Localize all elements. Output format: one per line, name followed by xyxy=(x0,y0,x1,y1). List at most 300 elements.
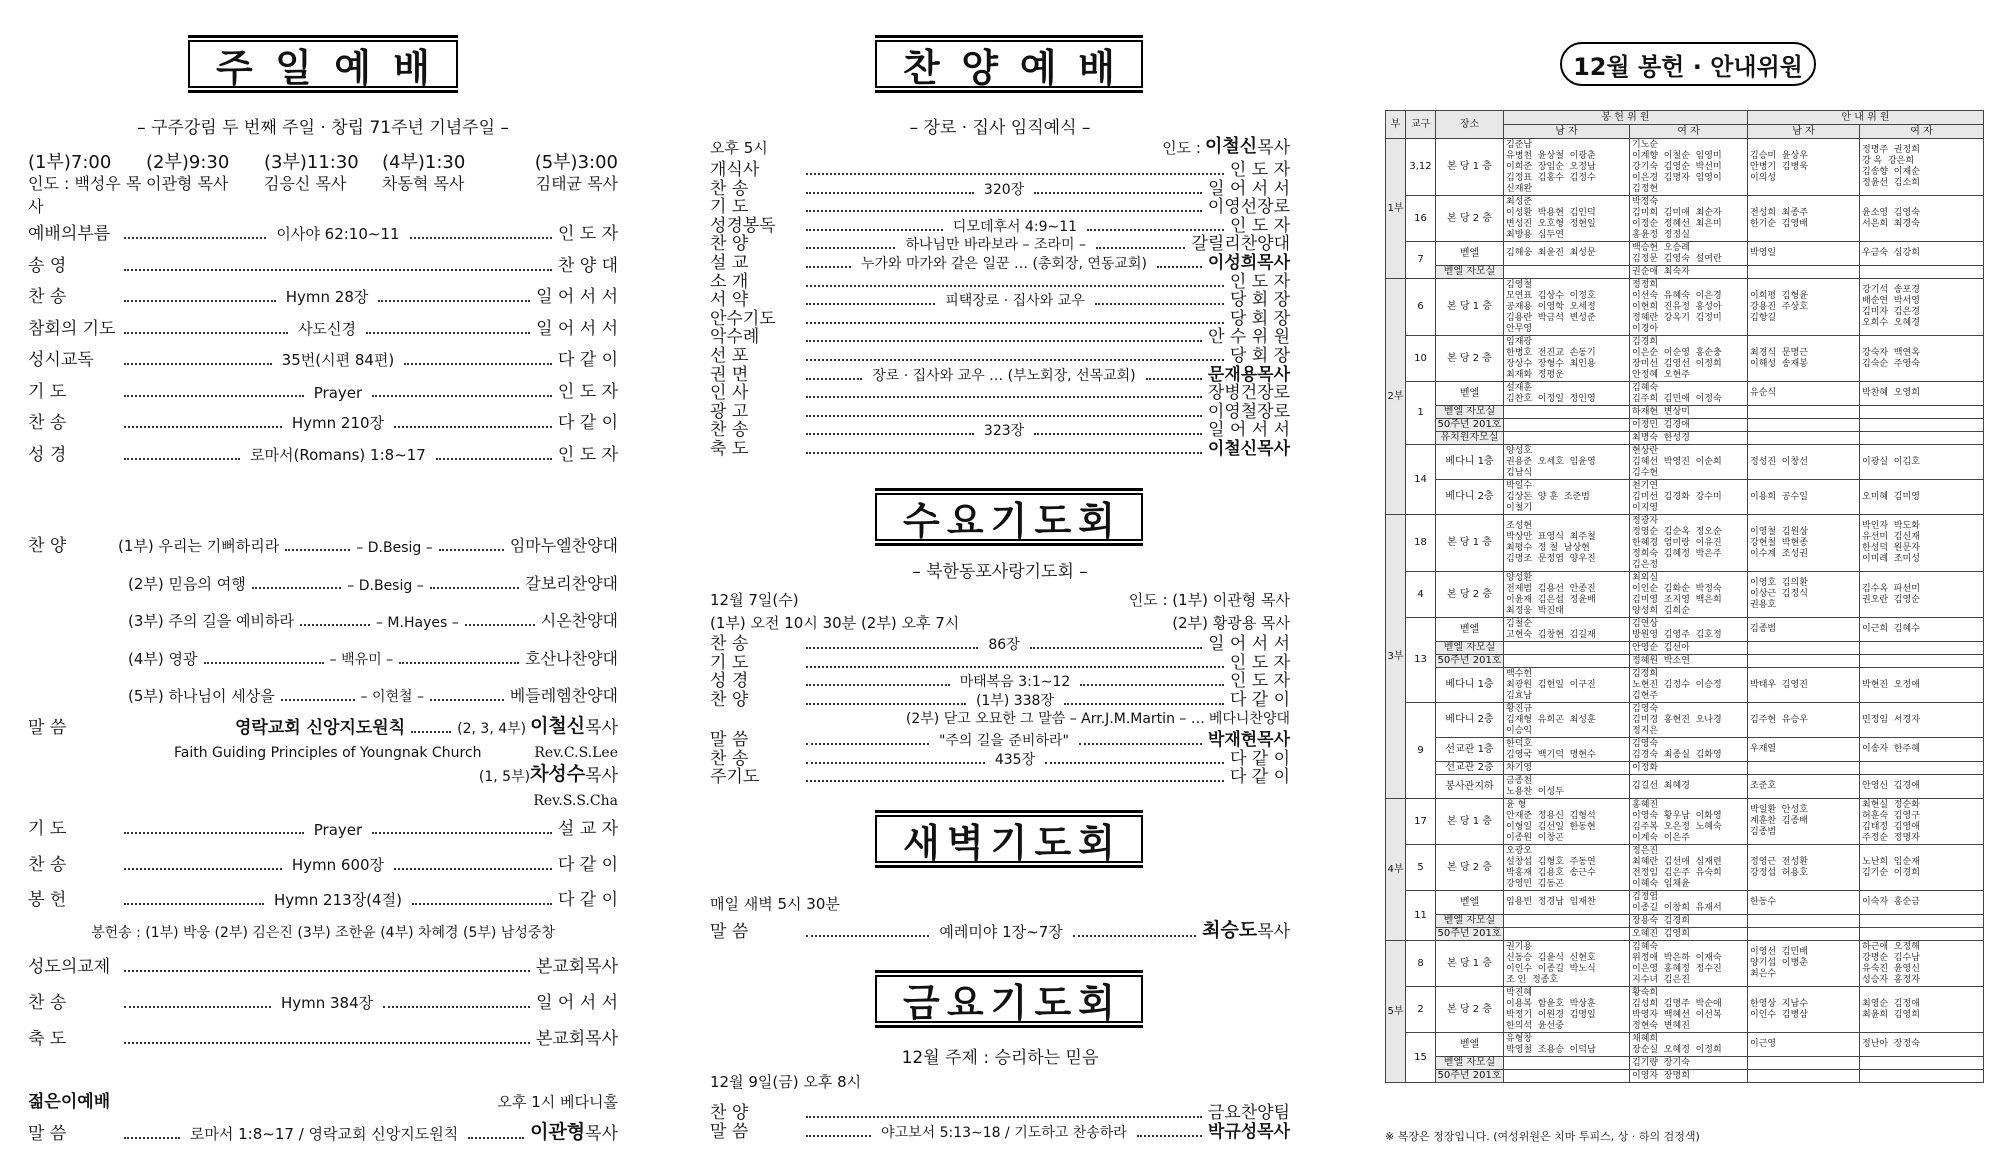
title-char: 예 xyxy=(1019,45,1057,90)
usher-male-names: 전성희 최종주 한기순 김영배 xyxy=(1748,196,1860,242)
header-male: 남 자 xyxy=(1504,125,1630,139)
service-leader: 이관형 목사 xyxy=(146,174,229,193)
order-label: 성도의교제 xyxy=(28,957,111,977)
anthem-row xyxy=(28,534,618,556)
usher-female-names: 박찬혜 오영희 xyxy=(1860,382,1984,406)
order-label: 주기도 xyxy=(710,767,760,788)
duty-district: 18 xyxy=(1406,515,1436,572)
usher-male-names xyxy=(1748,419,1860,432)
order-label: 찬 송 xyxy=(28,993,67,1013)
youth-service-time: 오후 1시 베다니홀 xyxy=(497,1093,618,1111)
header-district: 교구 xyxy=(1406,111,1436,139)
duty-place: 본 당 1 층 xyxy=(1436,799,1504,845)
dot-leader xyxy=(430,699,504,701)
usher-female-names: 김수옥 파선미 권오란 김영순 xyxy=(1860,572,1984,618)
order-row xyxy=(28,853,618,875)
dot-leader xyxy=(124,269,552,271)
dot-leader xyxy=(806,780,1224,782)
order-label: 예배의부름 xyxy=(28,224,111,244)
order-label: 찬 양 xyxy=(710,689,749,710)
anthem-title: (3부) 주의 길을 예비하라 xyxy=(128,612,294,630)
offering-male-names: 양성환 전제범 김용선 안종진 이윤재 김은섭 정윤배 최정웅 박진태 xyxy=(1504,572,1630,618)
youth-sermon-row xyxy=(28,1122,618,1144)
duty-place: 50주년 201호 xyxy=(1436,1070,1504,1083)
duty-place: 선교관 2층 xyxy=(1436,762,1504,775)
dot-leader xyxy=(1157,266,1202,268)
duty-district: 3,12 xyxy=(1406,139,1436,196)
duty-row xyxy=(1386,406,1984,419)
order-label: 기 도 xyxy=(710,197,749,218)
offering-male-names xyxy=(1504,406,1630,419)
offering-male-names: 권기용 신동승 김윤식 신현호 이인수 이종길 박노식 조 인 정종호 xyxy=(1504,941,1630,987)
duty-district: 8 xyxy=(1406,941,1436,987)
dot-leader xyxy=(399,662,519,664)
order-role: 이영선장로 xyxy=(1207,197,1290,218)
duty-place: 본 당 1 층 xyxy=(1436,139,1504,196)
duty-district: 1 xyxy=(1406,382,1436,445)
sermon-title-english: Faith Guiding Principles of Youngnak Church xyxy=(174,745,482,761)
order-row xyxy=(710,437,1290,459)
usher-female-names: 하근애 오정해 강명순 김수남 유숙진 윤영신 성승자 홍정자 xyxy=(1860,941,1984,987)
usher-male-names: 박일환 안성호 계훈찬 김종배 김종범 xyxy=(1748,799,1860,845)
usher-male-names xyxy=(1748,1057,1860,1070)
usher-female-names xyxy=(1860,266,1984,279)
order-content: 435장 xyxy=(994,751,1036,768)
dawn-preacher: 최승도 xyxy=(1202,919,1258,941)
usher-female-names: 이광실 이김호 xyxy=(1860,445,1984,480)
dot-leader xyxy=(806,684,950,686)
title-char: 기 xyxy=(990,820,1028,865)
offering-female-names: 채혜희 장순실 오혜정 이정희 xyxy=(1630,1033,1748,1057)
usher-female-names: 민정임 서경자 xyxy=(1860,703,1984,738)
duty-row xyxy=(1386,618,1984,642)
wednesday-date-row xyxy=(710,588,1290,610)
sermon-preacher-1-english: Rev.C.S.Lee xyxy=(534,745,618,761)
duty-district: 14 xyxy=(1406,445,1436,515)
usher-male-names: 유순식 xyxy=(1748,382,1860,406)
dot-leader xyxy=(300,624,370,626)
duty-row xyxy=(1386,799,1984,845)
usher-female-names: 정난아 장정숙 xyxy=(1860,1033,1984,1057)
duty-place: 벧엘 xyxy=(1436,891,1504,915)
usher-female-names xyxy=(1860,1070,1984,1083)
order-content: 누가와 마가와 같은 일꾼 … (총회장, 연동교회) xyxy=(860,256,1147,272)
duty-place: 50주년 201호 xyxy=(1436,928,1504,941)
order-role: 다 같 이 xyxy=(557,413,618,433)
anthem-composer: – D.Besig – xyxy=(356,540,433,556)
duty-district: 16 xyxy=(1406,196,1436,242)
youth-service-title: 젊은이예배 xyxy=(28,1092,111,1112)
order-row xyxy=(28,817,618,839)
header-part: 부 xyxy=(1386,111,1406,139)
usher-female-names xyxy=(1860,928,1984,941)
dot-leader xyxy=(124,363,272,365)
sermon-parts-2: (1, 5부) xyxy=(478,769,531,785)
duty-place: 베다니 1층 xyxy=(1436,668,1504,703)
title-char: 수 xyxy=(903,498,940,543)
order-label: 안수기도 xyxy=(710,308,776,329)
sermon-parts-1: (2, 3, 4부) xyxy=(457,721,527,737)
order-content: 323장 xyxy=(983,423,1025,440)
duty-row xyxy=(1386,139,1984,196)
service-leader: 김태균 목사 xyxy=(535,174,618,193)
title-char: 기 xyxy=(990,498,1028,543)
order-content: Hymn 213장(4절) xyxy=(274,891,402,909)
usher-female-names: 이송자 한주혜 xyxy=(1860,738,1984,762)
service-time: (3부)11:30 xyxy=(264,152,359,173)
dot-leader xyxy=(806,229,943,231)
offering-female-names: 김정희 노현진 김정수 이승정 김현주 xyxy=(1630,668,1748,703)
title-char: 새 xyxy=(903,820,940,865)
usher-female-names: 윤소영 김영숙 서은희 최경숙 xyxy=(1860,196,1984,242)
usher-female-names xyxy=(1860,642,1984,655)
sermon-row-2 xyxy=(28,764,618,786)
offering-male-names: 조성현 박상만 표영식 최주철 최평수 정 철 남상현 김명조 문정엽 양우진 xyxy=(1504,515,1630,572)
dot-leader xyxy=(124,300,276,302)
duty-row xyxy=(1386,891,1984,915)
order-label: 성시교독 xyxy=(28,350,94,370)
offering-female-names: 정광자 정영순 김순옥 정오순 한혜경 엄미랑 이유진 정희숙 김혜정 박은주 김은정 xyxy=(1630,515,1748,572)
offering-male-names: 금종천 노용찬 이성두 xyxy=(1504,775,1630,799)
dot-leader xyxy=(1045,762,1224,764)
order-role: 당 회 장 xyxy=(1229,308,1290,329)
order-role: 이철신목사 xyxy=(1207,439,1290,459)
service-leaders xyxy=(28,171,618,217)
order-label: 광 고 xyxy=(710,401,749,422)
duty-row xyxy=(1386,775,1984,799)
duty-place: 본 당 1 층 xyxy=(1436,279,1504,336)
order-content: 디모데후서 4:9∼11 xyxy=(952,218,1078,235)
dot-leader xyxy=(806,415,1202,417)
offering-female-names: 이정민 김경애 xyxy=(1630,419,1748,432)
usher-female-names: 최현실 정순화 허훈숙 김영구 김태정 김영애 주정순 정명자 xyxy=(1860,799,1984,845)
dot-leader xyxy=(1034,192,1202,194)
order-label: 찬 송 xyxy=(710,420,749,441)
dot-leader xyxy=(1073,935,1196,937)
sermon-role-1: 목사 xyxy=(585,718,618,738)
duty-district: 10 xyxy=(1406,336,1436,382)
wednesday-time: (1부) 오전 10시 30분 (2부) 오후 7시 xyxy=(710,614,960,632)
dot-leader xyxy=(806,285,1224,287)
duty-part: 5부 xyxy=(1386,941,1406,1083)
anthem-row xyxy=(28,647,618,669)
dot-leader xyxy=(124,395,304,397)
duty-place: 벧엘 xyxy=(1436,1033,1504,1057)
usher-female-names xyxy=(1860,432,1984,445)
order-label: 서 약 xyxy=(710,290,749,311)
duty-place: 본 당 2 층 xyxy=(1436,196,1504,242)
duty-place: 벧엘 자모실 xyxy=(1436,266,1504,279)
offering-female-names: 권순애 최숙자 xyxy=(1630,266,1748,279)
order-label: 기 도 xyxy=(28,381,67,402)
offering-male-names: 유형창 박영철 조용승 이덕남 xyxy=(1504,1033,1630,1057)
praise-leader-role: 목사 xyxy=(1257,138,1290,158)
dot-leader xyxy=(436,458,552,460)
dot-leader xyxy=(1095,303,1224,305)
sermon-role-2: 목사 xyxy=(585,766,618,786)
dot-leader xyxy=(806,173,1224,175)
offering-female-names: 하재현 변상미 xyxy=(1630,406,1748,419)
order-label: 말 씀 xyxy=(710,730,749,750)
duty-row xyxy=(1386,196,1984,242)
title-char: 회 xyxy=(1078,498,1115,543)
order-content: 사도신경 xyxy=(298,319,357,338)
order-row xyxy=(28,380,618,402)
praise-time: 오후 5시 xyxy=(710,139,768,157)
offering-male-names: 임재광 한병호 전진교 손동기 장상수 장형수 최인용 최재화 정평운 xyxy=(1504,336,1630,382)
duty-roster-title: 12월 봉헌 · 안내위원 xyxy=(1560,42,1816,86)
offering-female-names: 정은진 최혜란 김선애 심재련 전정임 김은주 유숙희 이혜숙 임채윤 xyxy=(1630,845,1748,891)
dot-leader xyxy=(383,1006,530,1008)
dot-leader xyxy=(124,1006,271,1008)
usher-female-names xyxy=(1860,406,1984,419)
dot-leader xyxy=(806,743,929,745)
dot-leader xyxy=(1080,684,1224,686)
order-row xyxy=(28,443,618,465)
usher-male-names: 최경식 문명근 이해성 송재봉 xyxy=(1748,336,1860,382)
offering-female-names: 정혜원 박소연 xyxy=(1630,655,1748,668)
offertory-line: 봉헌송 : (1부) 박웅 (2부) 김은진 (3부) 조한윤 (4부) 차혜경 (5부) 남성중창 xyxy=(91,925,555,941)
dot-leader xyxy=(806,935,929,937)
duty-row xyxy=(1386,572,1984,618)
dot-leader xyxy=(806,452,1202,454)
dot-leader xyxy=(124,458,240,460)
dot-leader xyxy=(806,647,978,649)
duty-place: 베다니 1층 xyxy=(1436,445,1504,480)
order-content: Hymn 384장 xyxy=(280,994,374,1012)
order-content: (1부) 338장 xyxy=(975,692,1054,709)
offering-female-names: 김영숙 김미경 홍현진 오나경 정지은 xyxy=(1630,703,1748,738)
duty-place: 50주년 201호 xyxy=(1436,419,1504,432)
duty-row xyxy=(1386,279,1984,336)
order-label: 개식사 xyxy=(710,160,760,180)
praise-subtitle: – 장로 · 집사 임직예식 – xyxy=(909,118,1091,138)
title-char: 도 xyxy=(1034,498,1072,543)
dot-leader xyxy=(372,395,552,397)
order-role: 본교회목사 xyxy=(535,957,618,977)
title-char: 도 xyxy=(1034,820,1072,865)
friday-theme: 12월 주제 : 승리하는 믿음 xyxy=(901,1048,1099,1068)
order-row xyxy=(710,1120,1290,1142)
anthem-label: 찬 양 xyxy=(28,536,67,556)
dot-leader xyxy=(806,266,851,268)
dot-leader xyxy=(806,1135,871,1137)
dot-leader xyxy=(252,587,342,589)
duty-row xyxy=(1386,1033,1984,1057)
dot-leader xyxy=(806,666,1224,668)
offering-female-names: 장용숙 김경희 xyxy=(1630,915,1748,928)
offering-female-names: 황숙희 김성희 김명주 박순애 박영자 백혜선 이선복 정현숙 변혜진 xyxy=(1630,987,1748,1033)
offering-male-names: 양성호 권용준 오세호 임윤영 김남식 xyxy=(1504,445,1630,480)
dress-code-note: ※ 복장은 정장입니다. (여성위원은 치마 투피스, 상 · 하의 검정색) xyxy=(1385,1130,1700,1143)
order-label: 소 개 xyxy=(710,271,749,292)
youth-preacher: 이관형 xyxy=(530,1121,586,1143)
order-role: 이영철장로 xyxy=(1207,401,1290,422)
offering-male-names: 차기영 xyxy=(1504,762,1630,775)
header-female: 여 자 xyxy=(1630,125,1748,139)
wednesday-leader-2: (2부) 황광용 목사 xyxy=(1172,614,1290,632)
duty-place: 본 당 2 층 xyxy=(1436,845,1504,891)
offering-male-names: 오광오 설창섭 김형호 주동연 박홍재 김용호 송근수 강영민 김동곤 xyxy=(1504,845,1630,891)
sermon-title: 영락교회 신앙지도원칙 xyxy=(235,718,406,738)
order-role: 장병건장로 xyxy=(1207,383,1290,404)
order-label: 인 사 xyxy=(710,383,749,404)
duty-district: 4 xyxy=(1406,572,1436,618)
usher-male-names xyxy=(1748,406,1860,419)
dot-leader xyxy=(1146,378,1202,380)
dot-leader xyxy=(411,731,451,733)
title-char: 요 xyxy=(946,980,984,1025)
usher-male-names xyxy=(1748,1070,1860,1083)
order-row xyxy=(28,991,618,1013)
duty-district: 2 xyxy=(1406,987,1436,1033)
dot-leader xyxy=(412,903,552,905)
dot-leader xyxy=(806,433,974,435)
duty-district: 9 xyxy=(1406,703,1436,799)
service-time: (2부)9:30 xyxy=(146,152,230,173)
order-row xyxy=(28,285,618,307)
usher-female-names: 우금숙 심강희 xyxy=(1860,242,1984,266)
duty-row xyxy=(1386,242,1984,266)
anthem-title: (4부) 영광 xyxy=(128,649,198,668)
duty-place: 베다니 2층 xyxy=(1436,480,1504,515)
offering-male-names xyxy=(1504,928,1630,941)
duty-row xyxy=(1386,845,1984,891)
duty-place: 벧엘 xyxy=(1436,242,1504,266)
dot-leader xyxy=(204,662,324,664)
duty-place: 본 당 1 층 xyxy=(1436,515,1504,572)
duty-row xyxy=(1386,642,1984,655)
order-label: 성 경 xyxy=(28,444,67,465)
order-role: 일 어 서 서 xyxy=(1208,634,1290,654)
usher-male-names: 김종범 xyxy=(1748,618,1860,642)
friday-prayer-title xyxy=(875,970,1143,1028)
dawn-prayer-title xyxy=(875,810,1143,868)
offering-female-names: 이영자 장명희 xyxy=(1630,1070,1748,1083)
order-role: 이성희목사 xyxy=(1207,253,1291,273)
anthem-title: (5부) 하나님이 세상을 xyxy=(128,687,275,705)
offering-male-names xyxy=(1504,432,1630,445)
sunday-service-title xyxy=(188,35,458,93)
dot-leader xyxy=(465,624,535,626)
offering-female-names: 기노순 이계향 이철순 임영미 강기숙 김영순 박선미 이은경 김명자 임영이 김정현 xyxy=(1630,139,1748,196)
offering-female-names: 김길선 최혜경 xyxy=(1630,775,1748,799)
anthem-2-choir: 베다니찬양대 xyxy=(1208,711,1290,727)
title-char: 금 xyxy=(903,980,940,1025)
offering-male-names: 윤 형 안재준 정용신 김형석 이형일 김선일 한동현 이종원 이창곤 xyxy=(1504,799,1630,845)
dot-leader xyxy=(372,832,552,834)
usher-male-names: 우재열 xyxy=(1748,738,1860,762)
order-content: 야고보서 5:13∼18 / 기도하고 찬송하라 xyxy=(881,1125,1127,1141)
order-row xyxy=(28,348,618,370)
offering-male-names: 김준남 유병천 윤상철 이광춘 이희준 장임순 오정남 김정표 김홍수 김정수 신재완 xyxy=(1504,139,1630,196)
order-role: 금요찬양팀 xyxy=(1207,1103,1290,1123)
usher-female-names: 이근희 김혜수 xyxy=(1860,618,1984,642)
offering-male-names xyxy=(1504,1070,1630,1083)
header-offering: 봉 헌 위 원 xyxy=(1504,111,1748,125)
dot-leader xyxy=(806,703,966,705)
order-role: 본교회목사 xyxy=(535,1029,618,1049)
duty-row xyxy=(1386,762,1984,775)
order-role: 일 어 서 서 xyxy=(536,993,619,1013)
title-char: 양 xyxy=(961,45,999,90)
usher-male-names: 이희평 김형윤 강용진 주상호 김항길 xyxy=(1748,279,1860,336)
dot-leader xyxy=(124,903,264,905)
duty-place: 봉사관지하 xyxy=(1436,775,1504,799)
usher-female-names xyxy=(1860,1057,1984,1070)
order-label: 찬 송 xyxy=(710,634,749,654)
sermon-preacher-2-english: Rev.S.S.Cha xyxy=(533,793,618,809)
dot-leader xyxy=(124,1137,180,1139)
offering-female-names: 박정숙 김미희 김미애 최순자 이정순 정혜선 최은미 홍윤정 정정실 xyxy=(1630,196,1748,242)
sunday-subtitle: – 구주강림 두 번째 주일 · 창립 71주년 기념주일 – xyxy=(137,118,509,138)
title-char: 배 xyxy=(393,45,430,90)
offering-female-names: 최외심 이인순 김화순 박정숙 김미영 조지영 백은희 양성희 김희순 xyxy=(1630,572,1748,618)
sermon-row-2-english xyxy=(28,787,618,809)
duty-row xyxy=(1386,915,1984,928)
service-time: (5부)3:00 xyxy=(534,152,618,173)
title-char: 일 xyxy=(275,45,312,90)
anthem-composer: – M.Hayes – xyxy=(375,615,459,631)
offering-male-names: 박진혜 이용복 함윤호 박상훈 박정기 이원경 김명일 한의석 윤선중 xyxy=(1504,987,1630,1033)
dot-leader xyxy=(285,549,350,551)
order-content: 로마서(Romans) 1:8∼17 xyxy=(250,445,426,464)
duty-place: 50주년 201호 xyxy=(1436,655,1504,668)
offering-female-names: 천기연 김미선 김경화 강수미 이지영 xyxy=(1630,480,1748,515)
anthem-choir: 시온찬양대 xyxy=(540,611,619,630)
duty-place: 본 당 2 층 xyxy=(1436,336,1504,382)
order-role: 일 어 서 서 xyxy=(536,318,618,339)
order-role: 다 같 이 xyxy=(557,890,619,910)
title-char: 요 xyxy=(946,498,984,543)
duty-place: 베다니 2층 xyxy=(1436,703,1504,738)
order-label: 기 도 xyxy=(28,819,67,839)
order-label: 봉 헌 xyxy=(28,890,67,910)
offering-female-names: 김영숙 김경숙 최종실 김화영 xyxy=(1630,738,1748,762)
order-row xyxy=(710,765,1290,787)
dot-leader xyxy=(124,970,530,972)
order-label: 축 도 xyxy=(28,1029,67,1049)
usher-male-names: 김주현 유승우 xyxy=(1748,703,1860,738)
duty-row xyxy=(1386,1057,1984,1070)
usher-female-names: 안영신 김경애 xyxy=(1860,775,1984,799)
duty-row xyxy=(1386,382,1984,406)
title-char: 벽 xyxy=(946,820,984,865)
duty-part: 1부 xyxy=(1386,139,1406,279)
dot-leader xyxy=(1064,703,1224,705)
anthem-composer: – 이현철 – xyxy=(360,689,424,705)
order-role: 당 회 장 xyxy=(1229,290,1291,311)
title-char: 기 xyxy=(990,980,1028,1025)
order-row xyxy=(28,955,618,977)
duty-place: 벧엘 자모실 xyxy=(1436,915,1504,928)
order-label: 축 도 xyxy=(710,439,749,459)
dot-leader xyxy=(124,868,282,870)
title-char: 주 xyxy=(216,45,253,90)
offering-female-names: 오혜진 김영희 xyxy=(1630,928,1748,941)
dot-leader xyxy=(394,426,552,428)
duty-row xyxy=(1386,480,1984,515)
usher-female-names: 강기석 송포경 배순연 박서영 김미자 김은경 오희수 오혜경 xyxy=(1860,279,1984,336)
youth-preacher-role: 목사 xyxy=(585,1124,618,1144)
duty-place: 벧엘 자모실 xyxy=(1436,1057,1504,1070)
order-role: 갈릴리찬양대 xyxy=(1191,234,1290,255)
duty-district: 7 xyxy=(1406,242,1436,279)
offering-female-names: 현상란 김혜선 박영진 이순희 김수현 xyxy=(1630,445,1748,480)
usher-female-names: 박인자 박도화 유선미 김신재 한성덕 원문자 이미례 조미성 xyxy=(1860,515,1984,572)
order-role: 다 같 이 xyxy=(1229,767,1290,788)
offering-male-names: 최성준 이성환 박용현 김인덕 변성진 오호형 정현일 최방용 심두연 xyxy=(1504,196,1630,242)
